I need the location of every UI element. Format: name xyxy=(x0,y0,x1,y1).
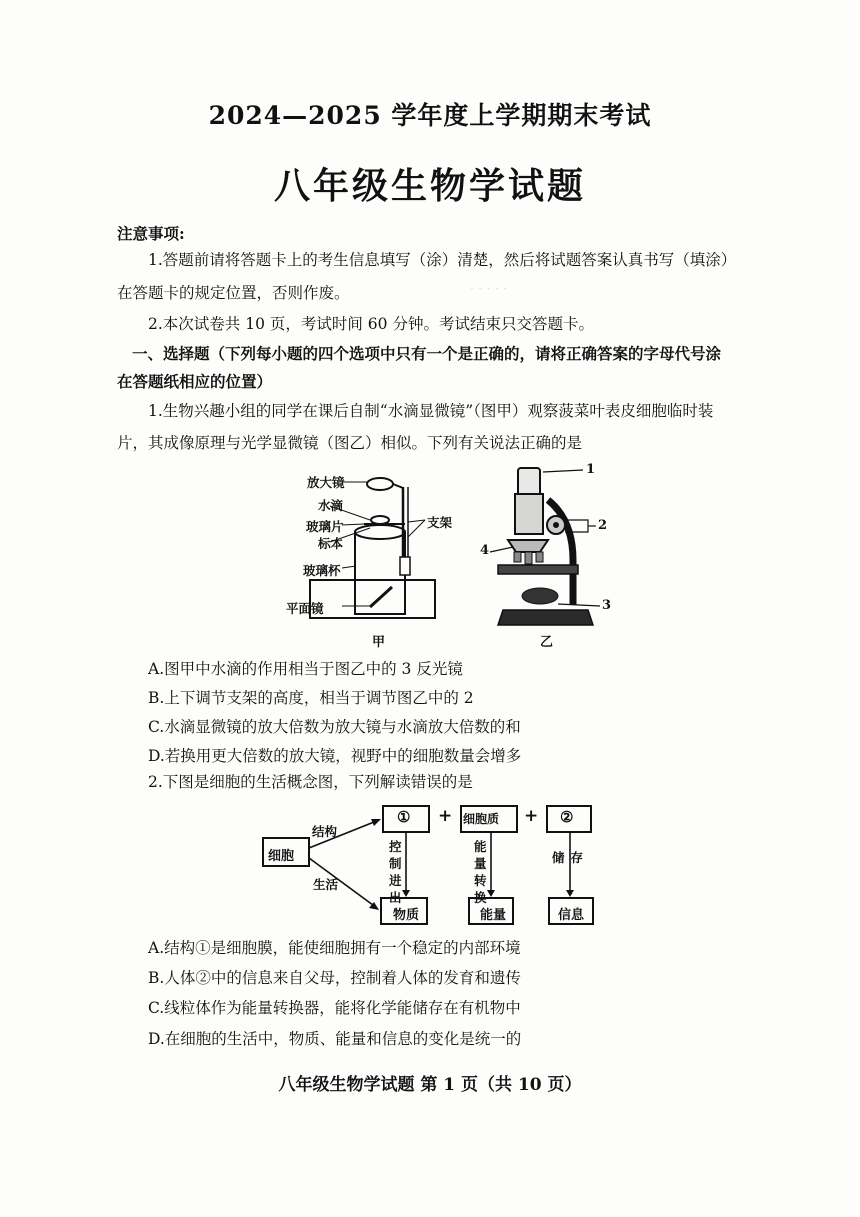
paper-title: 八年级生物学试题 xyxy=(273,165,586,207)
label-magnifier: 放大镜 xyxy=(307,475,345,490)
label-yi-3: 3 xyxy=(602,598,612,613)
cell-label: 细胞 xyxy=(268,849,295,864)
box-2-label: ② xyxy=(560,808,574,826)
q1-stem-line-1: 1.生物兴趣小组的同学在课后自制“水滴显微镜”（图甲）观察菠菜叶表皮细胞临时装 xyxy=(148,402,714,420)
label-water-drop: 水滴 xyxy=(318,498,344,513)
output-information-label: 信息 xyxy=(558,908,585,923)
arrow-label-energy-conversion: 能量转换 xyxy=(474,839,491,905)
plus-sign-2: + xyxy=(524,806,539,826)
output-energy-label: 能量 xyxy=(480,908,507,923)
notice-item-1-line-1: 1.答题前请将答题卡上的考生信息填写（涂）清楚，然后将试题答案认真书写（填涂） xyxy=(148,251,737,269)
section1-heading-line-1: 一、选择题（下列每小题的四个选项中只有一个是正确的，请将正确答案的字母代号涂 xyxy=(132,344,722,363)
output-matter-label: 物质 xyxy=(393,908,420,923)
q1-option-c[interactable]: C.水滴显微镜的放大倍数为放大镜与水滴放大倍数的和 xyxy=(148,718,521,736)
label-plane-mirror: 平面镜 xyxy=(286,601,324,616)
reflector-shape xyxy=(522,588,558,604)
notice-item-2: 2.本次试卷共 10 页，考试时间 60 分钟。考试结束只交答题卡。 xyxy=(148,315,594,333)
q2-option-b[interactable]: B.人体②中的信息来自父母，控制着人体的发育和遗传 xyxy=(148,969,521,987)
box-1-label: ① xyxy=(397,808,411,826)
notice-heading: 注意事项: xyxy=(117,224,185,243)
bleed-through-mark: · · · · · xyxy=(470,282,508,297)
label-glass-cup: 玻璃杯 xyxy=(303,563,341,578)
figure-yi-caption: 乙 xyxy=(540,635,554,650)
eyepiece-shape xyxy=(518,468,540,496)
box-cytoplasm-label: 细胞质 xyxy=(463,812,500,826)
q2-option-d[interactable]: D.在细胞的生活中，物质、能量和信息的变化是统一的 xyxy=(148,1030,522,1048)
label-stand: 支架 xyxy=(427,515,453,530)
plus-sign-1: + xyxy=(438,806,453,826)
label-yi-1: 1 xyxy=(586,462,596,477)
arrow-label-storage: 储存 xyxy=(552,850,590,865)
q1-stem-line-2: 片，其成像原理与光学显微镜（图乙）相似。下列有关说法正确的是 xyxy=(117,434,583,452)
water-drop-shape xyxy=(371,516,389,524)
exam-title: 2024—2025 学年度上学期期末考试 xyxy=(208,101,652,130)
figure-jia-caption: 甲 xyxy=(372,635,386,650)
q1-option-a[interactable]: A.图甲中水滴的作用相当于图乙中的 3 反光镜 xyxy=(148,660,463,678)
plane-mirror-shape xyxy=(370,587,392,607)
notice-item-1-line-2: 在答题卡的规定位置，否则作废。 xyxy=(117,284,350,302)
label-yi-4: 4 xyxy=(480,543,490,558)
glass-cup-shape xyxy=(355,532,405,614)
section1-heading-line-2: 在答题纸相应的位置） xyxy=(117,372,273,391)
life-label: 生活 xyxy=(313,877,339,892)
figure-yi-optical-microscope xyxy=(478,460,608,635)
page-footer: 八年级生物学试题 第 1 页（共 10 页） xyxy=(278,1075,582,1095)
q2-stem: 2.下图是细胞的生活概念图，下列解读错误的是 xyxy=(148,773,473,791)
q2-option-a[interactable]: A.结构①是细胞膜，能使细胞拥有一个稳定的内部环境 xyxy=(148,939,521,957)
structure-label: 结构 xyxy=(312,824,338,839)
magnifier-shape xyxy=(367,478,393,490)
arrow-label-control: 控制进出 xyxy=(389,839,406,905)
label-glass-slide: 玻璃片 xyxy=(306,519,344,534)
q2-option-c[interactable]: C.线粒体作为能量转换器，能将化学能储存在有机物中 xyxy=(148,999,521,1017)
label-specimen: 标本 xyxy=(318,536,344,551)
q1-option-b[interactable]: B.上下调节支架的高度，相当于调节图乙中的 2 xyxy=(148,689,474,707)
q1-option-d[interactable]: D.若换用更大倍数的放大镜，视野中的细胞数量会增多 xyxy=(148,747,522,765)
label-yi-2: 2 xyxy=(598,518,608,533)
